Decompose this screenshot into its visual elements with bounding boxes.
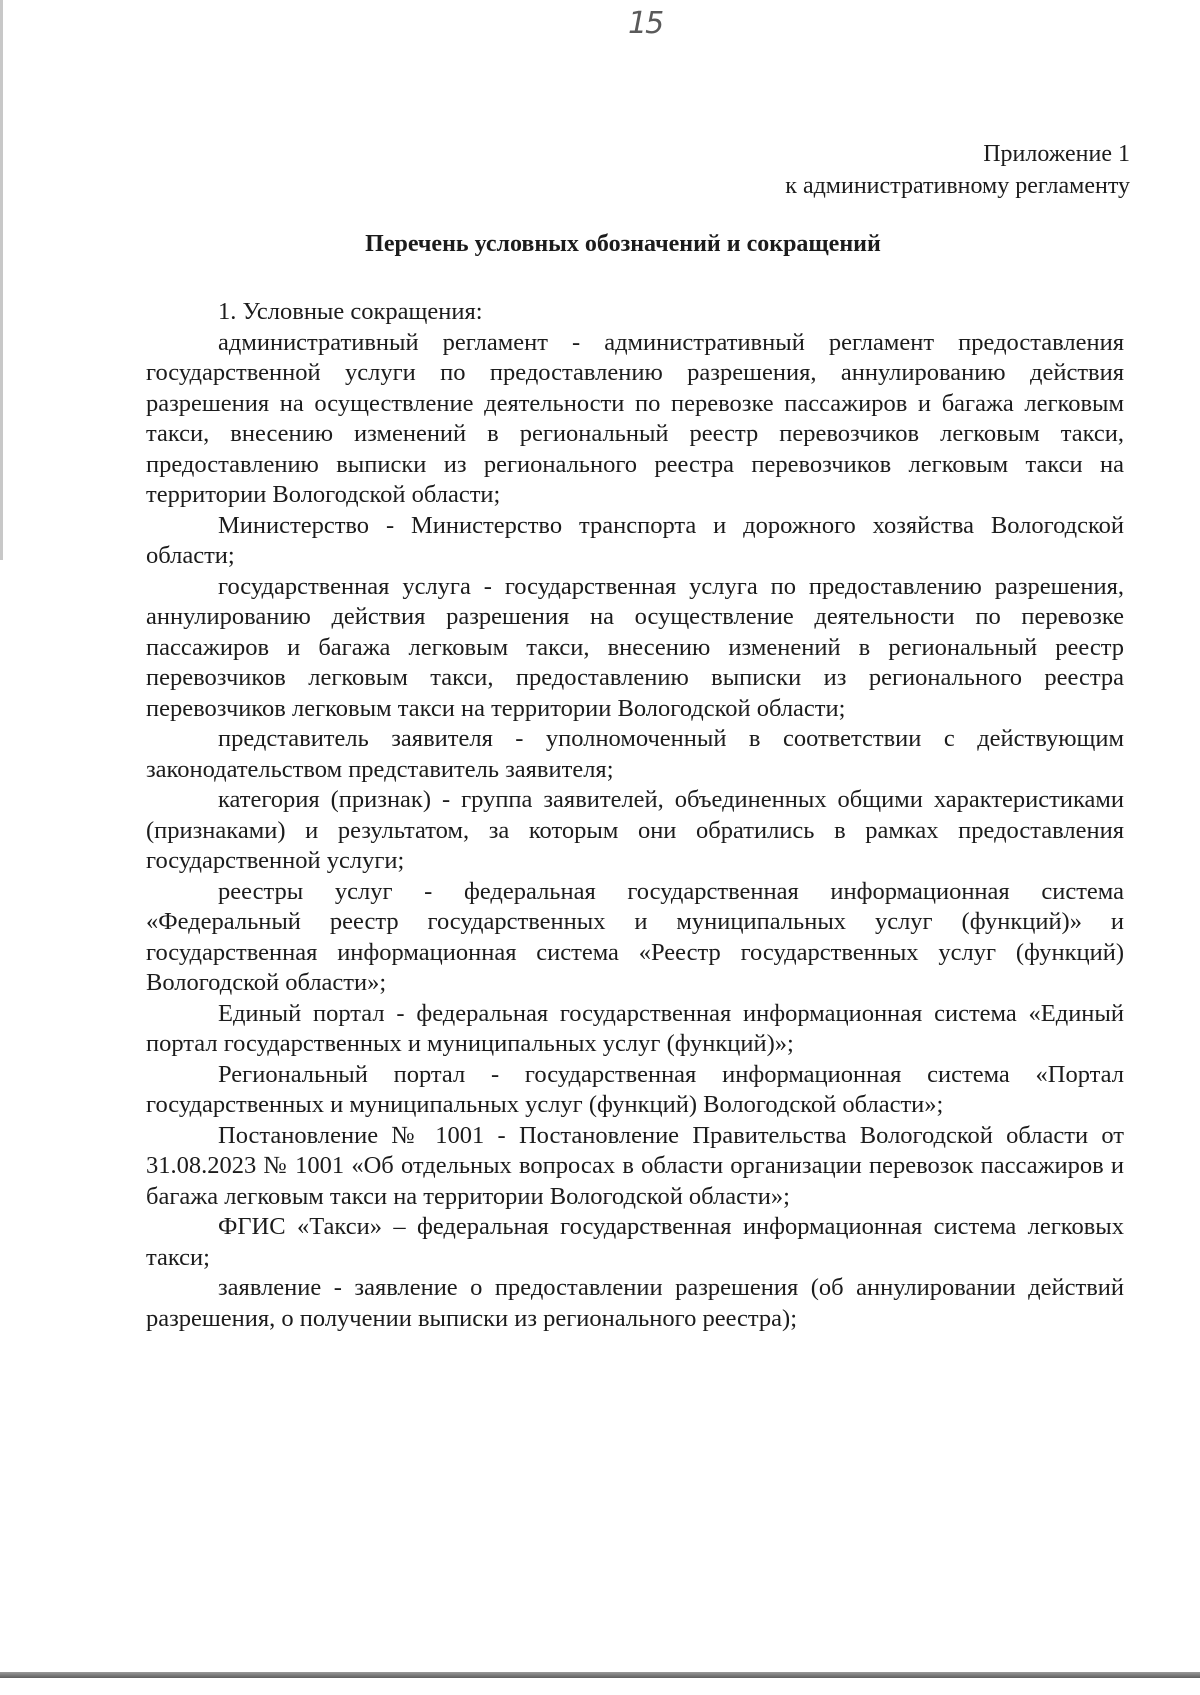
definition-administrative-regulation: административный регламент - административный регламент предоставления государственной услуги по предоставлению разрешения, аннулированию действия разрешения на осуществление деятельности по перевозке пассажиров и багажа легковым такси, внесению изменений в региональный реестр перевозчиков легковым такси, предоставлению выписки из регионального реестра перевозчиков легковым такси на территории Вологодской области; xyxy=(146,328,1124,508)
handwritten-page-number: 15 xyxy=(628,6,663,41)
definition-regional-portal: Региональный портал - государственная информационная система «Портал государственных и муниципальных услуг (функций) Вологодской области»; xyxy=(146,1060,1124,1118)
definition-ministry: Министерство - Министерство транспорта и дорожного хозяйства Вологодской области; xyxy=(146,511,1124,569)
appendix-line-2: к административному регламенту xyxy=(785,173,1130,199)
definition-applicant-representative: представитель заявителя - уполномоченный в соответствии с действующим законодательством представитель заявителя; xyxy=(146,725,1124,783)
scan-bottom-edge xyxy=(0,1672,1200,1678)
appendix-header xyxy=(785,138,1130,202)
document-title: Перечень условных обозначений и сокращений xyxy=(365,231,881,257)
definition-service-registries: реестры услуг - федеральная государственная информационная система «Федеральный реестр государственных и муниципальных услуг (функций)» и государственная информационная система «Реестр государственных услуг (функций) Вологодской области»; xyxy=(146,877,1124,996)
definition-resolution-1001: Постановление № 1001 - Постановление Правительства Вологодской области от 31.08.2023 № 1001 «Об отдельных вопросах в области организации перевозок пассажиров и багажа легковым такси на территории Вологодской области»; xyxy=(146,1121,1124,1210)
definition-unified-portal: Единый портал - федеральная государственная информационная система «Единый портал государственных и муниципальных услуг (функций)»; xyxy=(146,999,1124,1057)
definition-category: категория (признак) - группа заявителей, объединенных общими характеристиками (признаками) и результатом, за которым они обратились в рамках предоставления государственной услуги; xyxy=(146,786,1124,874)
section-heading: 1. Условные сокращения: xyxy=(218,298,483,325)
definition-fgis-taxi: ФГИС «Такси» – федеральная государственная информационная система легковых такси; xyxy=(146,1213,1124,1271)
appendix-line-1: Приложение 1 xyxy=(983,141,1130,167)
document-body xyxy=(146,297,1124,1334)
definition-application: заявление - заявление о предоставлении разрешения (об аннулировании действий разрешения, о получении выписки из регионального реестра); xyxy=(146,1274,1124,1332)
definition-state-service: государственная услуга - государственная услуга по предоставлению разрешения, аннулированию действия разрешения на осуществление деятельности по перевозке пассажиров и багажа легковым такси, внесению изменений в региональный реестр перевозчиков легковым такси, предоставлению выписки из регионального реестра перевозчиков легковым такси на территории Вологодской области; xyxy=(146,572,1124,722)
scan-left-edge xyxy=(0,0,3,560)
